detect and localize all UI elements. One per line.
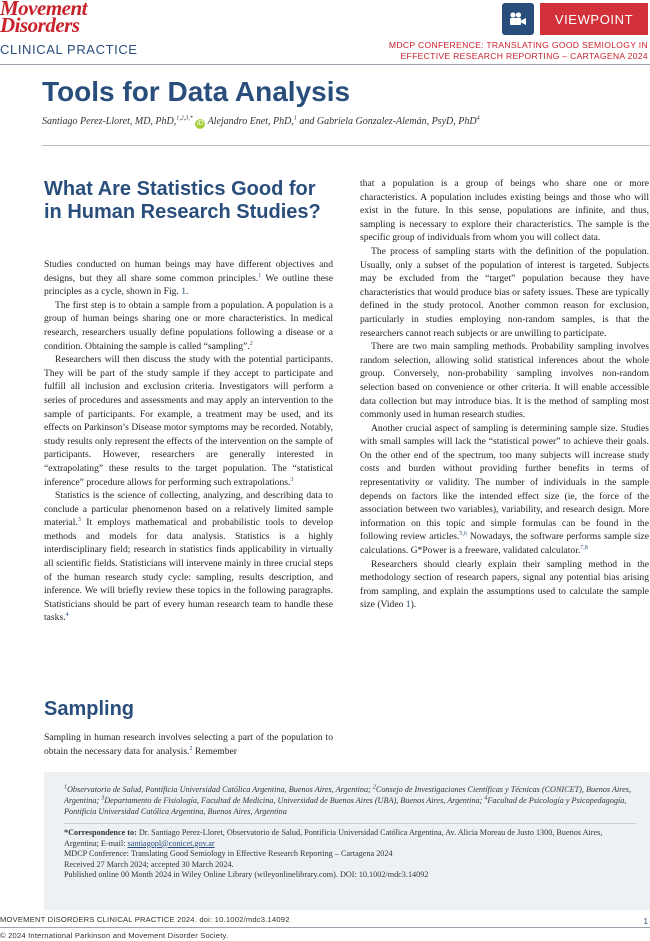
paragraph: Sampling in human research involves selecting a part of the population to obtain the necessary data for analysis.$^2$ Remember <box>44 732 333 757</box>
citation-link[interactable]: 7,8 <box>580 544 588 551</box>
section-label: CLINICAL PRACTICE <box>0 42 138 57</box>
author-1[interactable]: Santiago Perez-Lloret, MD, PhD, <box>42 116 177 127</box>
citation-link[interactable]: 3 <box>77 517 81 524</box>
author-1-affiliation: 1,2,3,* <box>176 115 193 122</box>
author-3-affiliation: 4 <box>476 115 480 122</box>
video-link[interactable]: 1 <box>405 599 411 611</box>
citation-link[interactable]: 2 <box>249 340 253 347</box>
conference-line1: MDCP CONFERENCE: TRANSLATING GOOD SEMIOLOGY IN <box>388 40 648 50</box>
paragraph: Statistics is the science of collecting, analyzing, and describing data to conclude a particular phenomenon based on a relatively limited sample material.$^3$ It employs mathematical and probabilistic tools to develop methods and models for data analysis. Statistics is a highly interdisciplinary field; research in statistics finds applicability in virtually all scientific fields. Statisticians will intervene mainly in three crucial steps of the human research study cycle: sampling, results description, and inference. We will briefly review these topics in the following paragraphs. Statisticians should be part of every human research team to handle these tasks.$^4$ <box>44 490 333 624</box>
received-dates: Received 27 March 2024; accepted 30 March 2024. <box>64 859 234 869</box>
paragraph: The first step is to obtain a sample from a population. A population is a group of human beings sharing one or more characteristics. In medical research, researchers usually define populations following a disease or a condition. Obtaining the sample is called “sampling”.$^2$ <box>44 299 333 352</box>
logo-line2: Disorders <box>0 13 80 37</box>
paragraph: Researchers will then discuss the study with the potential participants. They will be part of the study sample if they accept to participate and fulfill all inclusion and exclusion criteria. Investigators will perform a series of procedures and assessments and may apply an intervention to the sample of participants. For example, a treatment may be used, and its effects on Parkinson’s Disease motor symptoms may be recorded. Notably, study results only represent the effects of the intervention on the sample of participants. However, researchers are generally interested in “extrapolating” these results to the target population. The “statistical inference” procedure allows for performing such extrapolations.$^3$ <box>44 354 333 488</box>
video-button[interactable] <box>502 3 534 35</box>
section-heading-sampling: Sampling <box>44 698 135 720</box>
paragraph: There are two main sampling methods. Probability sampling involves random selection, allowing solid statistical inferences about the whole group. Conversely, non-probability sampling involves non-random selection based on convenience or other criteria. It will enable accessible data collection but may introduce bias. It is the method of sampling most commonly used in human research studies. <box>360 341 649 421</box>
section-heading-statistics: What Are Statistics Good for in Human Research Studies? <box>44 178 321 223</box>
orcid-icon[interactable]: iD <box>196 120 204 127</box>
conference-note: MDCP Conference: Translating Good Semiology in Effective Research Reporting – Cartagena 2024 <box>64 849 393 859</box>
author-divider <box>42 145 650 146</box>
journal-citation: MOVEMENT DISORDERS CLINICAL PRACTICE 2024. doi: 10.1002/mdc3.14092 <box>0 915 290 924</box>
paragraph: that a population is a group of beings who share one or more characteristics. A population includes existing beings and those who will exist in the future. In this sense, populations are infinite, and thus, sampling is necessary to explore their characteristics. The sample is the specific group of individuals from whom you will collect data. <box>360 178 649 244</box>
citation-link[interactable]: 4 <box>65 612 69 619</box>
conference-line2: EFFECTIVE RESEARCH REPORTING – CARTAGENA 2024 <box>400 51 648 61</box>
citation-link[interactable]: 1 <box>258 272 262 279</box>
paragraph: Another crucial aspect of sampling is determining sample size. Studies with small samples will lack the “statistical power” to achieve their goals. On the other end of the spectrum, too many subjects will increase study costs and burden without providing further benefits in terms of representativity or validity. The number of individuals in the sample depends on factors like the intended effect size (ie, the force of the association between two variables), variability, and research design. More information on this topic and simple formulas can be found in the following review articles.$^{5,6}$ Nowadays, the software performs sample size calculations. G*Power is a freeware, validated calculator.$^{7,8}$ <box>360 422 649 557</box>
author-3[interactable]: and Gabriela Gonzalez-Alemán, PsyD, PhD <box>296 116 477 127</box>
citation-link[interactable]: 2 <box>189 745 193 752</box>
author-list <box>42 116 480 129</box>
article-type-badge: VIEWPOINT <box>540 3 648 35</box>
paragraph: Studies conducted on human beings may have different objectives and designs, but they all share some common principles.$^1$ We outline these principles as a cycle, shown in Fig. 1. <box>44 259 333 298</box>
left-column-sampling <box>44 731 333 758</box>
paragraph: Researchers should clearly explain their sampling method in the methodology section of research papers, signal any potential bias arising from sampling, and explain the assumptions used to calculate the sample size (Video 1). <box>360 558 649 611</box>
video-camera-icon <box>508 11 528 27</box>
right-column <box>360 177 649 612</box>
left-column-intro <box>44 258 333 625</box>
paragraph: The process of sampling starts with the definition of the population. Usually, only a subset of the population of interest is targeted. Subjects may be excluded from the “target” population because they have characteristics that would produce bias or safety issues. These are typically defined in the study protocol. Another common reason for exclusion, particularly in studies employing non-random samples, is that the researchers cannot reach subjects or are unwilling to participate. <box>360 245 649 339</box>
figure-link[interactable]: 1 <box>181 286 187 298</box>
email-link[interactable]: santiagopl@conicet.gov.ar <box>127 838 215 848</box>
author-2[interactable]: Alejandro Enet, PhD, <box>205 116 294 127</box>
copyright-notice: © 2024 International Parkinson and Movement Disorder Society. <box>0 931 229 940</box>
conference-banner <box>358 40 648 62</box>
correspondence: *Correspondence to: Dr. Santiago Perez-Lloret, Observatorio de Salud, Pontificia Universidad Católica Argentina, Av. Alicia Moreau de Justo 1300, Buenos Aires, Argentina; E-mail: santiagopl@conicet.gov.ar <box>64 828 603 848</box>
correspondence-label: *Correspondence to: <box>64 828 137 837</box>
journal-logo <box>0 0 87 37</box>
page-number: 1 <box>643 917 648 926</box>
affiliations: $^1$Observatorio de Salud, Pontificia Universidad Católica Argentina, Buenos Aires, Argentina; $^2$Consejo de Investigaciones Científicas y Técnicas (CONICET), Buenos Aires, Argentina; $^3$Departamento de Fisiología, Facultad de Medicina, Universidad de Buenos Aires (UBA), Buenos Aires, Argentina; $^4$Facultad de Psicología y Psicopedagogía, Pontificia Universidad Católica Argentina, Buenos Aires, Argentina <box>64 784 632 816</box>
publication-info: Published online 00 Month 2024 in Wiley Online Library (wileyonlinelibrary.com). DOI: 10.1002/mdc3.14092 <box>64 870 429 880</box>
author-2-affiliation: 1 <box>293 115 297 122</box>
citation-link[interactable]: 3 <box>290 476 294 483</box>
article-title: Tools for Data Analysis <box>42 76 351 107</box>
logo-line1: Movement <box>0 0 87 20</box>
citation-link[interactable]: 5,6 <box>459 531 467 538</box>
affiliation-box <box>44 772 650 910</box>
footer-divider <box>0 927 650 928</box>
header-divider <box>0 64 650 65</box>
affiliation-divider <box>64 823 636 824</box>
